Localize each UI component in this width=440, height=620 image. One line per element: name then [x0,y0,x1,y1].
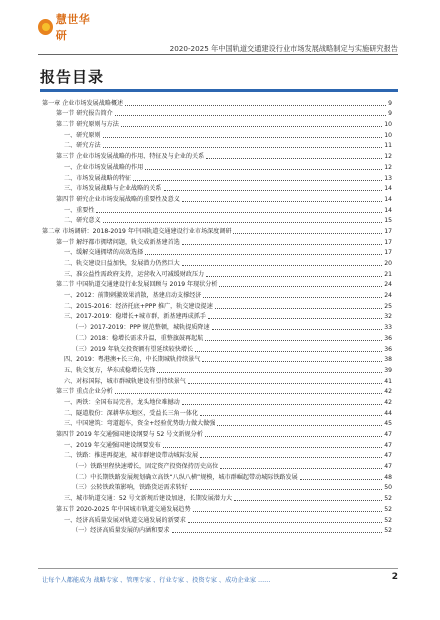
toc-entry[interactable] [42,396,392,407]
toc-entry-title: （二）中长期铁路发展规划确立高铁“八纵八横”规模，城市群崛起带动城际铁路发展 [72,473,298,481]
toc-entry-page: 36 [384,334,392,342]
toc-entry[interactable] [42,514,392,525]
toc-entry-page: 42 [384,398,392,406]
toc-entry[interactable] [42,150,392,161]
toc-entry-title: 第一章 企业市场发展战略概述 [42,99,124,107]
toc-entry-title: 一、两铁：全国布局完善，龙头地位难撼动 [64,398,180,406]
toc-leader-dots [115,115,386,116]
toc-entry-page: 17 [384,238,392,246]
toc-entry-page: 25 [384,302,392,310]
toc-entry-title: 第一节 解纾都市拥堵问题，轨交成新基建首选 [56,238,180,246]
toc-leader-dots [206,276,382,277]
toc-entry-page: 12 [384,163,392,171]
toc-leader-dots [200,415,382,416]
page-header [0,0,440,56]
toc-leader-dots [212,329,383,330]
toc-entry-title: 一、经济高质量发展对轨道交通发展的新要求 [64,516,186,524]
toc-entry[interactable] [42,236,392,247]
toc-entry[interactable] [42,118,392,129]
toc-entry-title: 二、研究方法 [64,142,101,150]
toc-leader-dots [220,468,382,469]
toc-entry-page: 9 [388,110,392,118]
toc-leader-dots [300,479,383,480]
toc-entry[interactable] [42,428,392,439]
toc-entry[interactable] [42,386,392,397]
toc-leader-dots [203,297,382,298]
page-number: 2 [391,572,398,582]
toc-entry-page: 24 [384,281,392,289]
toc-entry-title: 第五节 2020-2025 年中国城市轨道交通发展趋势 [56,505,191,513]
toc-entry-page: 45 [384,420,392,428]
toc-entry-title: 第四节 2019 年交通强国建设纲要与 52 号文新规分析 [56,431,203,438]
toc-entry[interactable] [42,204,392,215]
toc-entry-title: 一、缓解交通拥堵的高效选择 [64,249,144,257]
toc-entry-page: 13 [384,174,392,182]
toc-leader-dots [163,447,383,448]
toc-entry-title: 第二节 中国轨道交通建设行业发展回顾与 2019 年现状分析 [56,281,218,289]
toc-entry-page: 17 [384,249,392,257]
toc-entry[interactable] [42,354,392,365]
toc-leader-dots [195,351,382,352]
toc-entry-title: 第二节 研究原则与方法 [56,121,119,129]
toc-entry-title: 一、2012：前期刺激效果消散，基建启动支撑经济 [64,292,202,300]
footer-slogan: 让每个人都能成为 战略专家 、管理专家 、行业专家 、投资专家 、成功企业家 …… [42,577,271,584]
toc-entry-title: 二、研究意义 [64,217,101,225]
toc-leader-dots [121,126,382,127]
toc-entry[interactable] [42,460,392,471]
toc-entry-title: （三）2019 年轨交投资额有望延续较快增长 [72,345,194,353]
toc-entry[interactable] [42,161,392,172]
toc-leader-dots [157,372,382,373]
toc-entry[interactable] [42,225,392,236]
toc-entry[interactable] [42,172,392,183]
toc-entry-page: 24 [384,292,392,300]
toc-entry-title: 一、研究原则 [64,131,101,139]
toc-leader-dots [182,201,382,202]
toc-entry-title: 第四节 研究企业市场发展战略的重要性及意义 [56,195,180,203]
toc-entry[interactable] [42,503,392,514]
toc-entry-page: 47 [384,431,392,438]
toc-entry[interactable] [42,300,392,311]
toc-entry-title: 三、中国建筑：弯道超车，资金+经验优势助力做大做强 [64,420,216,428]
toc-entry-page: 39 [384,366,392,374]
toc-entry-title: （二）2018：稳增长需求升温，重整旗鼓再起航 [72,334,204,342]
toc-entry-page: 11 [384,142,392,150]
toc-entry-page: 47 [384,463,392,471]
toc-entry-page: 52 [384,516,392,524]
toc-entry-title: 三、准公益性需政府支持，运营收入可减缓财政压力 [64,270,205,278]
toc-entry[interactable] [42,439,392,450]
toc-entry-page: 15 [384,217,392,225]
toc-leader-dots [172,532,383,533]
toc-entry-title: 第二章 市场调研：2018-2019 年中国轨道交通建设行业市场深度调研 [42,227,232,235]
toc-entry-title: （一）经济高质量发展的内涵和要求 [72,527,170,535]
company-logo [38,13,98,42]
toc-leader-dots [125,105,386,106]
toc-entry-title: 五、轨交复方，华东成稳增长先锋 [64,366,156,374]
page-title: 报告目录 [40,68,105,86]
toc-leader-dots [206,158,382,159]
toc-entry-page: 47 [384,441,392,449]
toc-leader-dots [215,308,382,309]
toc-entry-page: 33 [384,324,392,332]
toc-entry-page: 38 [384,356,392,364]
toc-leader-dots [202,361,382,362]
toc-leader-dots [188,383,382,384]
toc-entry-page: 50 [384,484,392,492]
toc-leader-dots [182,265,382,266]
toc-entry[interactable] [42,343,392,354]
toc-entry[interactable] [42,183,392,194]
logo-text: 慧世华研 [55,13,91,42]
toc-entry[interactable] [42,268,392,279]
toc-entry[interactable] [42,140,392,151]
toc-entry-page: 52 [384,527,392,535]
table-of-contents [42,97,392,535]
toc-entry-title: 二、市场发展战略的特征 [64,174,132,182]
title-underline [40,89,398,92]
toc-entry[interactable] [42,471,392,482]
footer-divider [38,568,398,569]
toc-entry[interactable] [42,450,392,461]
toc-entry-title: 六、对标国际，城市群城轨建设有望持续景气 [64,377,186,385]
toc-entry[interactable] [42,407,392,418]
toc-entry-page: 47 [384,452,392,460]
toc-entry-title: 一、重要性 [64,206,95,214]
toc-entry-page: 48 [384,473,392,481]
toc-entry-title: 一、2019 年交通强国建设纲要发布 [64,441,161,449]
toc-leader-dots [103,222,383,223]
toc-entry-title: 第一节 研究报告简介 [56,110,113,118]
toc-entry-title: 一、企业市场发展战略的作用 [64,163,144,171]
toc-entry-title: （一）铁路里程快速增长，固定资产投资保持历史高位 [72,463,219,471]
toc-entry-page: 21 [384,270,392,278]
toc-leader-dots [205,436,382,437]
toc-entry-title: （一）2017-2019：PPP 规范整顿，城轨提质降速 [72,324,210,332]
toc-leader-dots [217,425,382,426]
toc-entry[interactable] [42,108,392,119]
toc-entry-page: 14 [384,195,392,203]
toc-leader-dots [193,511,383,512]
toc-entry[interactable] [42,279,392,290]
toc-entry[interactable] [42,257,392,268]
toc-leader-dots [103,137,383,138]
toc-leader-dots [182,404,382,405]
toc-entry-page: 41 [384,377,392,385]
report-title: 2020-2025 年中国轨道交通建设行业市场发展战略制定与实施研究报告 [169,44,398,53]
toc-entry-title: 三、2017-2019：稳增长+城市群，新基建再成抓手 [64,313,206,321]
toc-leader-dots [115,393,382,394]
logo-icon [38,19,53,35]
toc-entry-title: 二、隧道股份：深耕华东地区，受益长三角一体化 [64,409,199,417]
toc-entry[interactable] [42,332,392,343]
toc-entry[interactable] [42,289,392,300]
toc-entry-title: 四、2019：粤港澳+长三角，中长期城轨持续景气 [64,356,201,364]
toc-leader-dots [133,180,382,181]
toc-entry[interactable] [42,215,392,226]
toc-entry[interactable] [42,311,392,322]
toc-entry-page: 52 [384,495,392,503]
toc-leader-dots [188,522,382,523]
toc-leader-dots [145,169,382,170]
toc-entry-page: 44 [384,409,392,417]
toc-entry-page: 52 [384,505,392,513]
toc-entry-title: （三）公转铁政策影响，铁路货运需求转好 [72,484,188,492]
toc-entry-title: 第三节 企业市场发展战略的作用、特征及与企业的关系 [56,153,205,161]
toc-entry-title: 第三节 重点企业分析 [56,388,113,396]
toc-entry-title: 二、轨交建设日益加快，发展潜力仍然巨大 [64,260,180,267]
toc-leader-dots [219,286,382,287]
toc-entry-page: 32 [384,313,392,321]
toc-entry[interactable] [42,492,392,503]
toc-entry[interactable] [42,247,392,258]
toc-entry-page: 10 [384,131,392,139]
toc-entry-title: 三、城市轨道交通：52 号文新规后建设加速，长期发展潜力大 [64,495,233,503]
toc-entry-page: 9 [388,99,392,107]
toc-leader-dots [234,500,382,501]
toc-entry-page: 36 [384,345,392,353]
toc-entry-page: 12 [384,153,392,161]
toc-entry[interactable] [42,418,392,429]
toc-entry[interactable] [42,482,392,493]
toc-entry-title: 二、2015-2016：经济托底+PPP 推广，轨交建设提速 [64,302,213,310]
toc-entry[interactable] [42,321,392,332]
toc-entry-page: 14 [384,206,392,214]
toc-entry[interactable] [42,525,392,536]
toc-leader-dots [182,244,382,245]
toc-entry[interactable] [42,129,392,140]
toc-leader-dots [96,212,382,213]
toc-entry-title: 三、市场发展战略与企业战略的关系 [64,185,162,193]
toc-leader-dots [205,340,382,341]
toc-leader-dots [200,457,382,458]
toc-entry[interactable] [42,97,392,108]
toc-entry-page: 14 [384,185,392,193]
toc-entry[interactable] [42,375,392,386]
toc-entry-page: 20 [384,260,392,267]
header-divider [38,54,398,55]
toc-leader-dots [164,190,383,191]
toc-entry[interactable] [42,193,392,204]
toc-leader-dots [208,318,382,319]
toc-leader-dots [190,489,382,490]
toc-entry-page: 42 [384,388,392,396]
toc-leader-dots [103,147,383,148]
toc-leader-dots [233,233,382,234]
toc-leader-dots [145,254,382,255]
toc-entry-page: 17 [384,227,392,235]
toc-entry-title: 二、铁路：推进再提速，城市群建设带动城际发展 [64,452,199,460]
toc-entry[interactable] [42,364,392,375]
toc-entry-page: 10 [384,121,392,129]
